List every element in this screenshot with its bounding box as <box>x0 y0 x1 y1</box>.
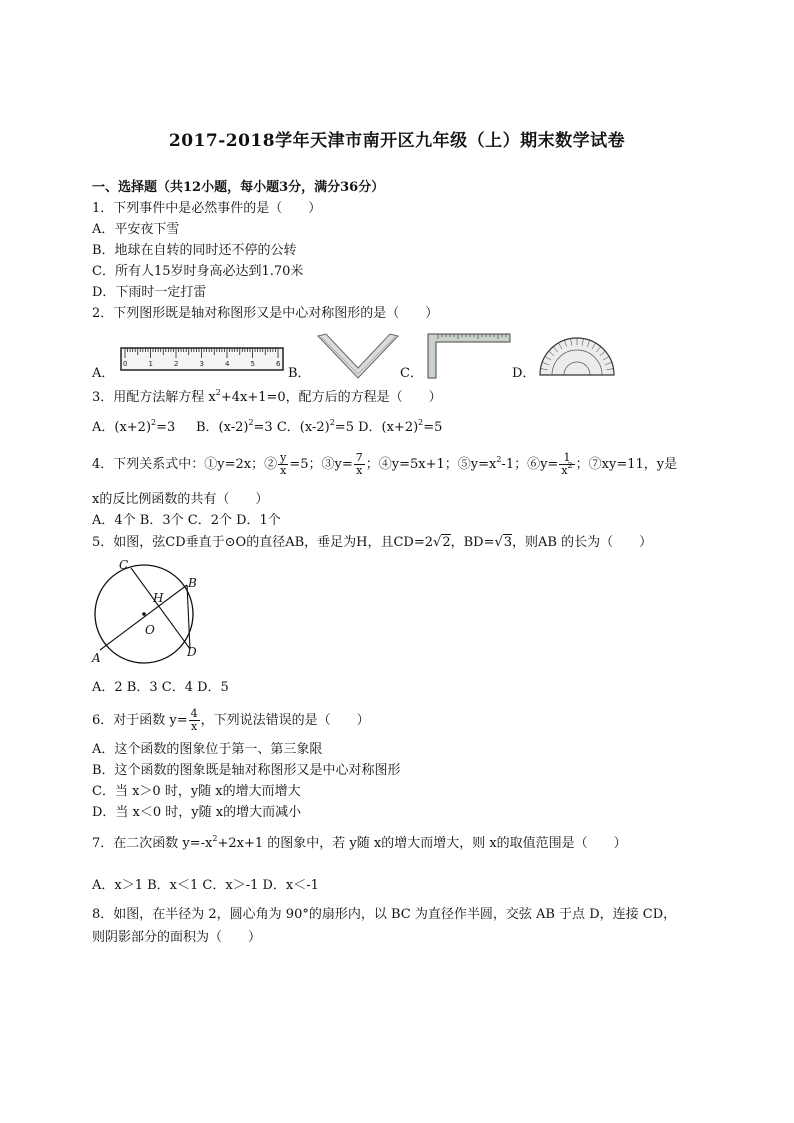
ruler-tick-label: 5 <box>250 360 255 368</box>
protractor-figure <box>538 333 616 377</box>
q5-part-2: ，BD= <box>450 535 495 550</box>
q3-option-b-eq: =3 <box>253 420 273 435</box>
q3-stem-post: +4x+1=0，配方后的方程是（ ） <box>220 390 442 405</box>
q4-fraction-y-over-x: $\frac{y}{x}$ <box>280 451 287 477</box>
question-6-option-d: D．当 x＜0 时，y随 x的增大而减小 <box>92 805 302 820</box>
q7-exp: 2 <box>212 834 218 843</box>
q6-part-2: ，下列说法错误的是（ ） <box>200 713 370 728</box>
q7-part-2: +2x+1 的图象中，若 y随 x的增大而增大，则 x的取值范围是（ ） <box>217 836 627 851</box>
question-2-label-b: B． <box>288 366 311 381</box>
label-c: C <box>119 558 129 572</box>
question-3-options <box>92 419 442 437</box>
q4-part-1: 4．下列关系式中：①y=2x；② <box>92 457 278 472</box>
l-square-figure <box>428 334 510 378</box>
q3-exponent: 2 <box>215 388 221 397</box>
q3-option-a: A．(x+2) <box>92 420 152 435</box>
label-o: O <box>145 623 155 637</box>
question-6-option-b: B．这个函数的图象既是轴对称图形又是中心对称图形 <box>92 763 401 778</box>
q5-sqrt-3: 3 <box>503 535 513 550</box>
q3-sq-d: 2 <box>418 418 424 427</box>
q3-option-a-eq: =3 <box>156 420 176 435</box>
label-h: H <box>153 591 164 605</box>
q3-sq-c: 2 <box>329 418 335 427</box>
ruler-tick-label: 1 <box>148 360 153 368</box>
question-7-stem <box>92 835 627 853</box>
q6-part-1: 6．对于函数 y= <box>92 713 188 728</box>
q4-fraction-7-over-x: $\frac{7}{x}$ <box>355 451 363 477</box>
q3-option-c-eq: =5 <box>334 420 354 435</box>
question-1-option-c: C．所有人15岁时身高必达到1.70米 <box>92 264 304 279</box>
question-1-option-d: D．下雨时一定打雷 <box>92 285 207 300</box>
question-2-stem: 2．下列图形既是轴对称图形又是中心对称图形的是（ ） <box>92 306 439 321</box>
label-d: D <box>187 645 197 659</box>
q5-sqrt-2: 2 <box>442 535 451 550</box>
q4-part-5: ；⑦xy=11，y是 <box>575 457 678 472</box>
question-4-stem <box>92 452 677 477</box>
question-2-label-a: A． <box>92 366 115 381</box>
label-a: A <box>92 651 101 665</box>
ruler-tick-label: 6 <box>276 360 281 368</box>
q4-exp: 2 <box>496 455 502 464</box>
question-1-option-b: B．地球在自转的同时还不停的公转 <box>92 243 297 258</box>
circle-diagram <box>86 556 206 666</box>
q3-sq-a: 2 <box>151 418 157 427</box>
question-4-options: A．4个 B．3个 C．2个 D．1个 <box>92 513 281 528</box>
q4-part-3: ；④y=5x+1；⑤y=x <box>365 457 497 472</box>
question-4-line-2: x的反比例函数的共有（ ） <box>92 492 269 507</box>
ruler-figure <box>120 346 285 374</box>
ruler-tick-label: 2 <box>174 360 179 368</box>
q4-fraction-1-over-x2: $\frac{1}{x^2}$ <box>561 451 573 477</box>
question-8-line-1: 8．如图，在半径为 2，圆心角为 90°的扇形内，以 BC 为直径作半圆，交弦 AB 于点 D，连接 CD， <box>92 907 677 922</box>
question-5-options: A．2 B．3 C．4 D．5 <box>92 680 229 695</box>
question-6-stem <box>92 708 370 733</box>
ruler-tick-label: 4 <box>225 360 230 368</box>
q4-part-4: -1；⑥y= <box>501 457 559 472</box>
section-heading: 一、选择题（共12小题，每小题3分，满分36分） <box>92 180 385 195</box>
page-title: 2017-2018学年天津市南开区九年级（上）期末数学试卷 <box>168 131 626 151</box>
ruler-tick-label: 3 <box>199 360 204 368</box>
label-b: B <box>188 576 197 590</box>
q3-option-d-eq: =5 <box>423 420 443 435</box>
question-6-option-c: C．当 x＞0 时，y随 x的增大而增大 <box>92 784 301 799</box>
set-square-v-figure <box>318 334 398 378</box>
q3-stem-pre: 3．用配方法解方程 x <box>92 390 216 405</box>
question-7-options: A．x＞1 B．x＜1 C．x＞-1 D．x＜-1 <box>92 878 319 893</box>
q3-option-c: C．(x-2) <box>276 420 330 435</box>
question-2-label-c: C． <box>400 366 423 381</box>
q5-part-1: 5．如图，弦CD垂直于⊙O的直径AB，垂足为H，且CD=2 <box>92 535 434 550</box>
question-5-stem: 5．如图，弦CD垂直于⊙O的直径AB，垂足为H，且CD=2√2，BD=√3，则AB 的长为（ ） <box>92 535 653 550</box>
question-8-line-2: 则阴影部分的面积为（ ） <box>92 930 262 945</box>
q5-part-3: ，则AB 的长为（ ） <box>512 535 653 550</box>
q3-sq-b: 2 <box>248 418 254 427</box>
question-6-option-a: A．这个函数的图象位于第一、第三象限 <box>92 742 323 757</box>
question-2-label-d: D． <box>512 366 536 381</box>
question-1-stem: 1．下列事件中是必然事件的是（ ） <box>92 201 322 216</box>
question-3-stem <box>92 389 442 407</box>
q3-option-b: B．(x-2) <box>195 420 249 435</box>
q7-part-1: 7．在二次函数 y=-x <box>92 836 213 851</box>
ruler-tick-label: 0 <box>123 360 128 368</box>
q3-option-d: D．(x+2) <box>358 420 419 435</box>
question-1-option-a: A．平安夜下雪 <box>92 222 180 237</box>
q4-part-2: =5；③y= <box>289 457 353 472</box>
q6-fraction-4-over-x: $\frac{4}{x}$ <box>190 707 198 733</box>
